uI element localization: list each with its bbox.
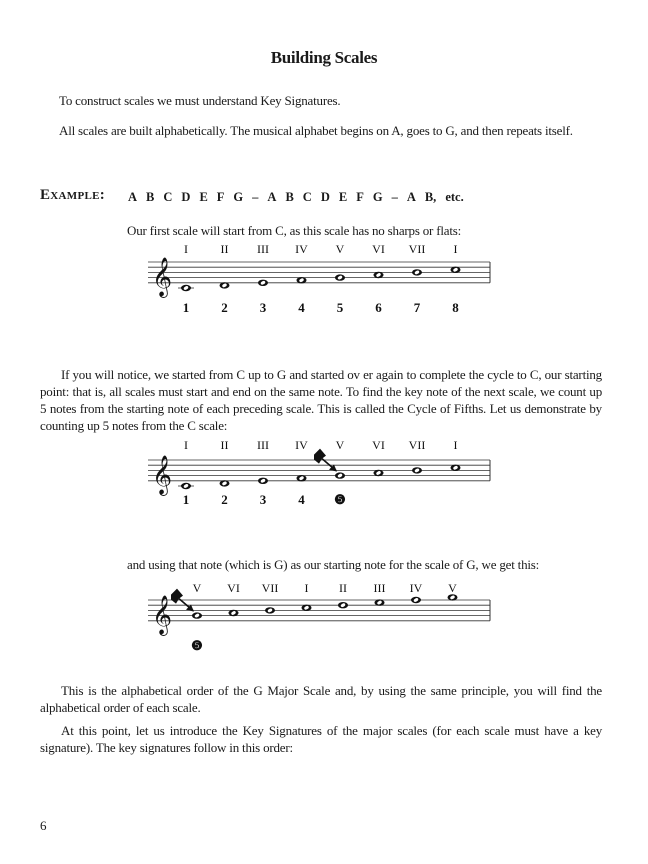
scale-degree-label: VI <box>372 438 385 452</box>
whole-note <box>375 599 385 605</box>
scale-degree-label: I <box>453 438 458 452</box>
whole-note <box>229 610 239 616</box>
first-scale-caption: Our first scale will start from C, as this scale has no sharps or flats: <box>127 223 461 238</box>
scale-degree-label: VI <box>227 581 240 595</box>
circled-five-marker: ❺ <box>191 638 203 653</box>
scale-step-number: 1 <box>182 492 190 507</box>
example-letter: F <box>216 190 225 204</box>
example-letter: – <box>391 190 398 204</box>
whole-note <box>265 607 275 613</box>
staff-c-major-scale <box>140 240 500 320</box>
whole-note <box>374 272 384 278</box>
example-alphabet-sequence <box>128 190 473 205</box>
intro-paragraph-1: To construct scales we must understand Key Signatures. <box>59 93 341 108</box>
key-signatures-paragraph: At this point, let us introduce the Key Signatures of the major scales (for each scale must have a key signature). The key signatures follow in this order: <box>40 723 602 755</box>
treble-clef-icon: 𝄞 <box>152 456 173 494</box>
scale-step-number: 1 <box>182 300 190 315</box>
scale-degree-label: V <box>335 242 345 256</box>
whole-note <box>258 280 268 286</box>
scale-step-number: 4 <box>298 492 305 507</box>
example-letter: G <box>372 190 383 204</box>
scale-degree-label: III <box>257 242 269 256</box>
scale-degree-label: VII <box>408 438 426 452</box>
scale-degree-label: III <box>373 581 386 595</box>
example-letter: – <box>252 190 259 204</box>
scale-degree-label: II <box>220 242 229 256</box>
scale-degree-label: VII <box>408 242 426 256</box>
whole-note <box>451 267 461 273</box>
scale-degree-label: V <box>335 438 345 452</box>
example-letter: C <box>163 190 173 204</box>
example-letter: B <box>285 190 294 204</box>
whole-note <box>411 597 421 603</box>
intro-paragraph-2: All scales are built alphabetically. The musical alphabet begins on A, goes to G, and then repeats itself. <box>59 123 573 138</box>
whole-note <box>412 467 422 473</box>
scale-degree-label: I <box>304 581 309 595</box>
scale-step-number: 8 <box>452 300 459 315</box>
example-letter: etc. <box>445 190 464 204</box>
circled-five-marker: ❺ <box>334 492 346 507</box>
example-letter: B, <box>424 190 437 204</box>
whole-note <box>335 472 345 478</box>
scale-step-number: 4 <box>298 300 305 315</box>
treble-clef-icon: 𝄞 <box>152 258 173 296</box>
whole-note <box>192 612 202 618</box>
scale-degree-label: I <box>453 242 458 256</box>
whole-note <box>412 269 422 275</box>
scale-degree-label: I <box>184 438 188 452</box>
example-letter: D <box>181 190 191 204</box>
g-scale-caption: and using that note (which is G) as our starting note for the scale of G, we get this: <box>127 557 540 572</box>
page-number: 6 <box>40 818 47 833</box>
example-letter: B <box>146 190 155 204</box>
example-letter: E <box>338 190 348 204</box>
whole-note <box>220 282 230 288</box>
whole-note <box>297 475 307 481</box>
scale-degree-label: IV <box>295 242 308 256</box>
example-letter: E <box>199 190 208 204</box>
scale-step-number: 3 <box>259 300 267 315</box>
scale-degree-label: I <box>184 242 188 256</box>
example-letter: G <box>233 190 244 204</box>
example-label: Example: <box>40 187 106 203</box>
scale-step-number: 7 <box>413 300 421 315</box>
cycle-of-fifths-paragraph: If you will notice, we started from C up to G and started ov er again to complete the cycle to C, our starting point: that is, all scales must start and end on the same note. To find the key note of the next scale, we count up 5 notes from the starting note of each preceding scale. This is called the Cycle of Fifths. Let us demonstrate by counting up 5 notes from the C scale: <box>40 367 602 433</box>
scale-step-number: 6 <box>375 300 382 315</box>
example-letter: C <box>302 190 312 204</box>
scale-degree-label: II <box>339 581 347 595</box>
page-title: Building Scales <box>270 48 378 67</box>
example-letter: A <box>128 190 138 204</box>
g-major-paragraph: This is the alphabetical order of the G Major Scale and, by using the same principle, you will find the alphabetical order of each scale. <box>40 683 602 715</box>
scale-step-number: 5 <box>336 300 344 315</box>
scale-degree-label: V <box>192 581 202 595</box>
example-letter: F <box>356 190 364 204</box>
staff-g-major-scale <box>140 575 500 655</box>
scale-step-number: 3 <box>259 492 267 507</box>
scale-degree-label: IV <box>295 438 308 452</box>
treble-clef-icon: 𝄞 <box>152 596 173 634</box>
scale-degree-label: III <box>257 438 269 452</box>
scale-degree-label: V <box>448 581 457 595</box>
whole-note <box>335 274 345 280</box>
scale-degree-label: IV <box>409 581 423 595</box>
scale-step-number: 2 <box>221 492 228 507</box>
whole-note <box>374 470 384 476</box>
example-letter: A <box>406 190 416 204</box>
whole-note <box>297 277 307 283</box>
staff-c-major-count-fifth <box>140 430 500 510</box>
whole-note <box>181 285 191 291</box>
whole-note <box>338 602 348 608</box>
scale-step-number: 2 <box>221 300 228 315</box>
whole-note <box>451 465 461 471</box>
whole-note <box>181 483 191 489</box>
scale-degree-label: VII <box>261 581 279 595</box>
whole-note <box>258 478 268 484</box>
example-letter: D <box>320 190 330 204</box>
example-letter: A <box>267 190 277 204</box>
scale-degree-label: II <box>220 438 229 452</box>
whole-note <box>220 480 230 486</box>
whole-note <box>448 594 458 600</box>
whole-note <box>302 605 312 611</box>
scale-degree-label: VI <box>372 242 385 256</box>
